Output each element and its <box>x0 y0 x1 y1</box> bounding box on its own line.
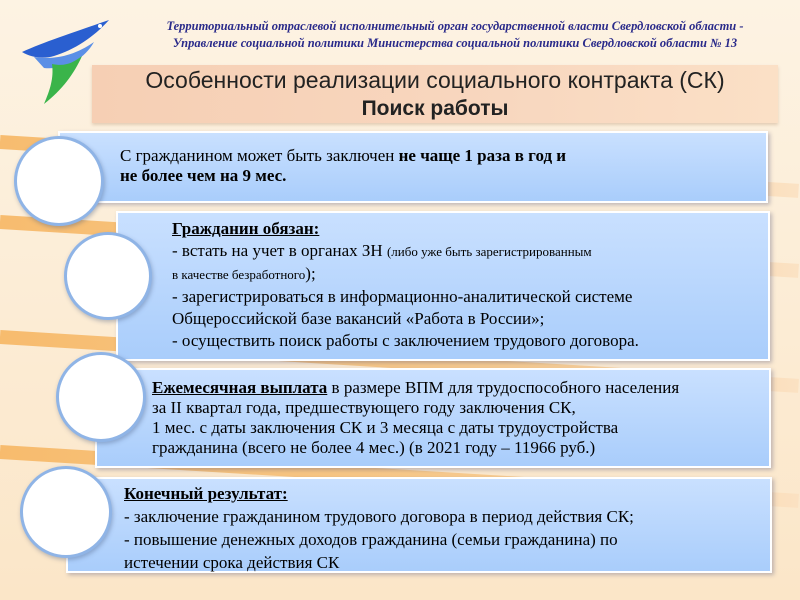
result-item-2-line-1: - повышение денежных доходов гражданина (семьи гражданина) по <box>124 530 618 549</box>
obligation-item-1-note: (либо уже быть зарегистрированным <box>386 244 592 259</box>
result-item-2-line-2: истечении срока действия СК <box>124 553 340 572</box>
obligation-item-1-end: ); <box>305 264 316 283</box>
payment-line-2: за II квартал года, предшествующего году заключения СК, <box>152 398 576 417</box>
frequency-line2-bold: не более чем на 9 мес. <box>120 166 287 185</box>
frequency-line1-bold: не чаще 1 раза в год и <box>398 146 567 165</box>
organization-name <box>125 18 785 52</box>
bullet-circle <box>56 352 146 442</box>
bullet-circle <box>14 136 104 226</box>
bullet-circle <box>20 466 112 558</box>
obligation-item-2-line-1: - зарегистрироваться в информационно-аналитической системе <box>172 287 633 306</box>
obligations-heading: Гражданин обязан: <box>172 219 320 238</box>
obligation-item-1: - встать на учет в органах ЗН <box>172 241 387 260</box>
frequency-line1-plain: С гражданином может быть заключен <box>120 146 399 165</box>
payment-line-4: гражданина (всего не более 4 мес.) (в 2021 году – 11966 руб.) <box>152 438 596 457</box>
result-heading: Конечный результат: <box>124 484 288 503</box>
obligations-text <box>172 218 639 352</box>
payment-line-1: в размере ВПМ для трудоспособного населения <box>327 378 680 397</box>
result-text <box>124 482 634 574</box>
obligation-item-1-note-2: в качестве безработного <box>172 267 306 282</box>
bullet-circle <box>64 232 152 320</box>
org-line-2: Управление социальной политики Министерства социальной политики Свердловской области № 13 <box>172 36 738 50</box>
obligation-item-2-line-2: Общероссийской базе вакансий «Работа в России»; <box>172 309 545 328</box>
payment-line-3: 1 мес. с даты заключения СК и 3 месяца с даты трудоустройства <box>152 418 619 437</box>
payment-heading: Ежемесячная выплата <box>152 378 328 397</box>
payment-text <box>152 378 679 458</box>
obligation-item-3: - осуществить поиск работы с заключением трудового договора. <box>172 331 639 350</box>
org-line-1: Территориальный отраслевой исполнительный орган государственной власти Свердловской области - <box>166 19 744 33</box>
result-item-1: - заключение гражданином трудового договора в период действия СК; <box>124 507 634 526</box>
frequency-text <box>120 146 566 186</box>
page-title: Особенности реализации социального контракта (СК) <box>145 67 725 93</box>
page-subtitle: Поиск работы <box>361 97 509 120</box>
